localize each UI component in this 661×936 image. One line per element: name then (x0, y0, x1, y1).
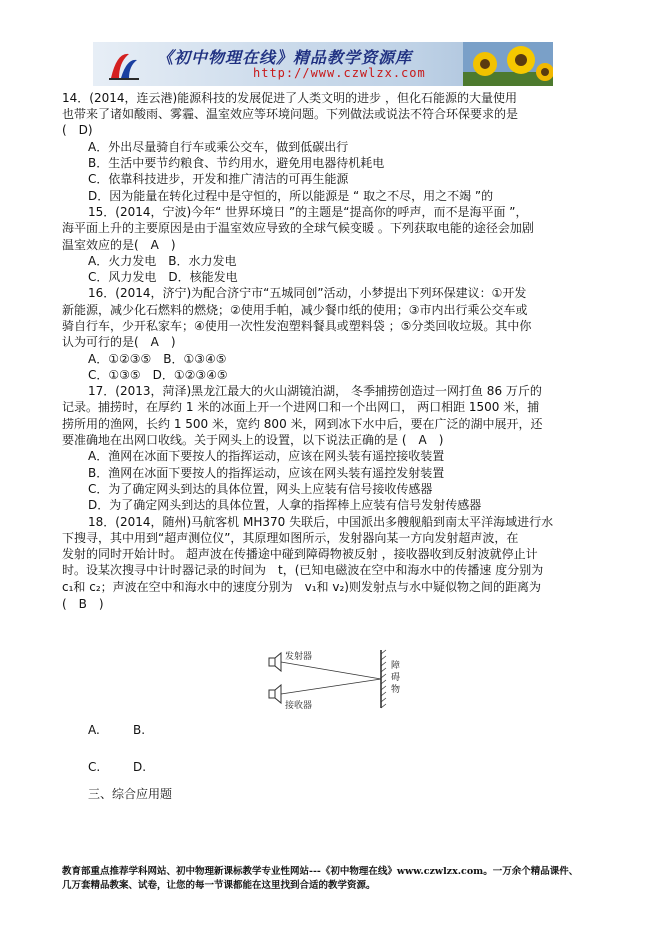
q17-stem-line-4: 要准确地在出网口收线。关于网头上的设置，以下说法正确的是 ( A ) (62, 433, 444, 447)
obstacle-label-3: 物 (391, 685, 401, 695)
q16-options-ab: A．①②③⑤ B．①③④⑤ (88, 352, 227, 366)
q15-stem-line-1: 15．(2014，宁波)今年“ 世界环境日 ”的主题是“提高你的呼声，而不是海平面 ”， (88, 205, 528, 219)
section-heading: 三、综合应用题 (88, 787, 173, 801)
page-footer (62, 865, 578, 893)
incident-wave-path (281, 662, 381, 679)
q14-option-d: D．因为能量在转化过程中是守恒的，所以能源是 “ 取之不尽，用之不竭 ”的 (88, 189, 494, 203)
q16-stem-line-2: 新能源，减少化石燃料的燃烧；②使用手帕，减少餐巾纸的使用；③市内出行乘公交车或 (62, 303, 528, 317)
obstacle-label-1: 障 (391, 661, 401, 671)
emitter-speaker-icon (269, 653, 281, 671)
footer-line-2: 几万套精品教案、试卷，让您的每一节课都能在这里找到合适的教学资源。 (62, 880, 376, 891)
q16-stem-line-1: 16．(2014，济宁)为配合济宁市“五城同创”活动，小梦提出下列环保建议：①开发 (88, 286, 527, 300)
q18-stem-line-4: 时。设某次搜寻中计时器记录的时间为 t，(已知电磁波在空中和海水中的传播速 度分别为 (62, 563, 544, 577)
q15-stem-line-3: 温室效应的是( A ) (62, 238, 176, 252)
q14-answer: ( D) (62, 123, 93, 137)
q15-options-cd: C．风力发电 D．核能发电 (88, 270, 238, 284)
q14-stem-line-1: 14．(2014，连云港)能源科技的发展促进了人类文明的进步 ，但化石能源的大量使用 (62, 91, 517, 105)
q16-options-cd: C．①③⑤ D．①②③④⑤ (88, 368, 228, 382)
sunflower-image (463, 42, 553, 86)
q18-option-c: C. (88, 760, 101, 774)
q17-option-b: B．渔网在冰面下要按人的指挥运动，应该在网头装有遥控发射装置 (88, 466, 445, 480)
q17-stem-line-3: 捞所用的渔网，长约 1 500 米，宽约 800 米，网到冰下水中后，要在广泛的湖中展开，还 (62, 417, 543, 431)
q16-stem-line-4: 认为可行的是( A ) (62, 335, 176, 349)
footer-line-1: 教育部重点推荐学科网站、初中物理新课标教学专业性网站---《初中物理在线》www.czwlzx.com。一万余个精品课件、 (62, 866, 579, 877)
q18-stem-line-1: 18．(2014，随州)马航客机 MH370 失联后，中国派出多艘舰船到南太平洋海域进行水 (88, 515, 554, 529)
q18-option-a: A. (88, 723, 100, 737)
ultrasonic-locator-diagram (265, 646, 405, 712)
q14-option-a: A．外出尽量骑自行车或乘公交车，做到低碳出行 (88, 140, 349, 154)
q15-options-ab: A．火力发电 B．水力发电 (88, 254, 237, 268)
q17-option-a: A．渔网在冰面下要按人的指挥运动，应该在网头装有遥控接收装置 (88, 449, 445, 463)
receiver-label: 接收器 (285, 701, 313, 711)
q14-stem-line-2: 也带来了诸如酸雨、雾霾、温室效应等环境问题。下列做法或说法不符合环保要求的是 (62, 107, 519, 121)
q17-stem-line-1: 17．(2013，菏泽)黑龙江最大的火山湖镜泊湖， 冬季捕捞创造过一网打鱼 86 万斤的 (88, 384, 542, 398)
emitter-label: 发射器 (285, 652, 313, 662)
q14-option-c: C．依靠科技进步，开发和推广清洁的可再生能源 (88, 172, 349, 186)
q16-stem-line-3: 骑自行车，少开私家车；④使用一次性发泡塑料餐具或塑料袋 ；⑤分类回收垃圾。其中你 (62, 319, 532, 333)
receiver-speaker-icon (269, 685, 281, 703)
q18-stem-line-5: c₁和 c₂；声波在空中和海水中的速度分别为 v₁和 v₂)则发射点与水中疑似物之间的距离为 (62, 580, 541, 594)
q14-option-b: B．生活中要节约粮食、节约用水，避免用电器待机耗电 (88, 156, 385, 170)
site-logo-icon (107, 48, 141, 82)
obstacle-label-2: 碍 (391, 673, 401, 683)
q18-stem-line-2: 下搜寻，其中用到“超声测位仪”，其原理如图所示，发射器向某一方向发射超声波，在 (62, 531, 519, 545)
q15-stem-line-2: 海平面上升的主要原因是由于温室效应导致的全球气候变暖 。下列获取电能的途径会加剧 (62, 221, 534, 235)
q18-answer: ( B ) (62, 597, 104, 611)
q18-option-d: D. (133, 760, 147, 774)
banner-title: 《初中物理在线》精品教学资源库 (157, 48, 413, 67)
q18-stem-line-3: 发射的同时开始计时。 超声波在传播途中碰到障碍物被反射 ，接收器收到反射波就停止计 (62, 547, 538, 561)
reflected-wave-path (281, 679, 381, 694)
header-banner (93, 42, 553, 86)
q17-option-d: D．为了确定网头到达的具体位置，人拿的指挥棒上应装有信号发射传感器 (88, 498, 482, 512)
q18-option-b: B. (133, 723, 146, 737)
q17-option-c: C．为了确定网头到达的具体位置，网头上应装有信号接收传感器 (88, 482, 433, 496)
q17-stem-line-2: 记录。捕捞时，在厚约 1 米的冰面上开一个进网口和一个出网口， 两口相距 1500 米，捕 (62, 400, 540, 414)
banner-url[interactable]: http://www.czwlzx.com (253, 66, 426, 80)
obstacle-wall (381, 650, 386, 708)
